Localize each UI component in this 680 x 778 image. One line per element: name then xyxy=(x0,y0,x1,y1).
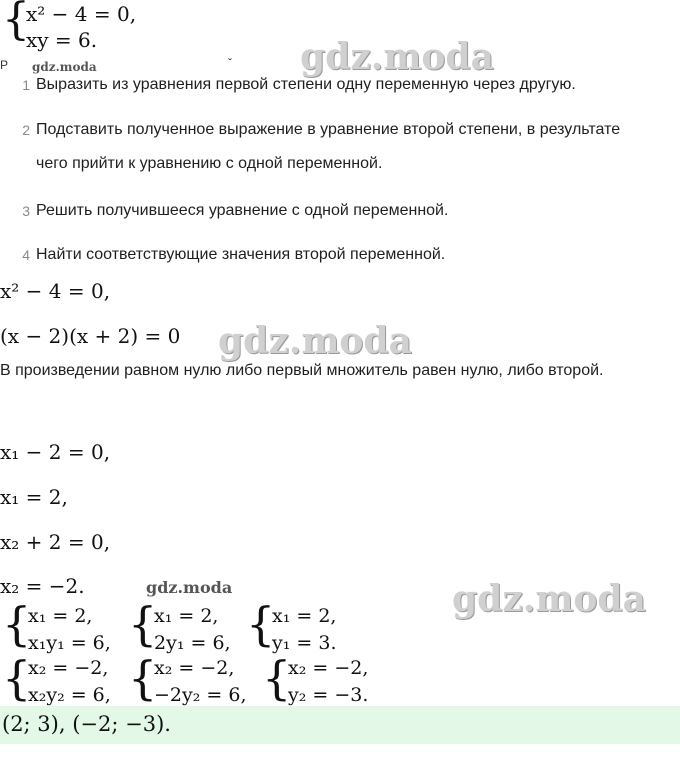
cut-off-text-fragment: ˇ xyxy=(228,56,232,70)
system-equation-1: x² − 4 = 0, xyxy=(26,2,137,26)
watermark-small: gdz.moda xyxy=(32,60,97,74)
equation-factored: (x − 2)(x + 2) = 0 xyxy=(0,324,181,348)
watermark-large: gdz.moda xyxy=(452,578,646,620)
equation-quadratic: x² − 4 = 0, xyxy=(0,279,111,303)
equation-x1-step: x₁ − 2 = 0, xyxy=(0,440,111,464)
left-brace: { xyxy=(128,651,158,705)
step-text: Подставить полученное выражение в уравнение второй степени, в результате чего прийти к уравнению с одной переменной. xyxy=(36,121,621,172)
system-line: x₂ = −2, xyxy=(288,657,369,679)
equation-x2-step: x₂ + 2 = 0, xyxy=(0,530,111,554)
step-number: 2 xyxy=(22,122,30,138)
watermark-small: gdz.moda xyxy=(146,578,233,597)
system-equation-2: xy = 6. xyxy=(26,28,98,52)
step-number: 4 xyxy=(22,247,30,263)
left-brace: { xyxy=(2,0,30,45)
system-line: x₁y₁ = 6, xyxy=(28,632,111,654)
system-line: x₁ = 2, xyxy=(28,605,93,627)
left-brace: { xyxy=(262,651,292,705)
system-line: y₁ = 3. xyxy=(272,632,337,654)
equation-x2-value: x₂ = −2. xyxy=(0,574,85,598)
left-brace: { xyxy=(128,597,158,651)
system-line: x₂y₂ = 6, xyxy=(28,684,111,706)
explanation-paragraph: В произведении равном нулю либо первый множитель равен нулю, либо второй. xyxy=(0,362,604,379)
step-text: Найти соответствующие значения второй переменной. xyxy=(36,246,446,263)
watermark-large: gdz.moda xyxy=(218,320,412,362)
system-line: x₂ = −2, xyxy=(154,657,235,679)
step-text: Решить получившееся уравнение с одной переменной. xyxy=(36,202,449,219)
left-brace: { xyxy=(2,651,32,705)
cut-off-text-fragment: Р xyxy=(0,58,9,72)
watermark-large: gdz.moda xyxy=(300,36,494,78)
system-line: y₂ = −3. xyxy=(288,684,369,706)
left-brace: { xyxy=(246,597,276,651)
step-number: 1 xyxy=(22,77,30,93)
answer-text: (2; 3), (−2; −3). xyxy=(2,712,171,736)
system-line: −2y₂ = 6, xyxy=(154,684,247,706)
system-line: x₂ = −2, xyxy=(28,657,109,679)
equation-x1-value: x₁ = 2, xyxy=(0,485,68,509)
system-line: 2y₁ = 6, xyxy=(154,632,231,654)
step-text: Выразить из уравнения первой степени одну переменную через другую. xyxy=(36,76,576,93)
system-line: x₁ = 2, xyxy=(154,605,219,627)
left-brace: { xyxy=(2,597,32,651)
step-number: 3 xyxy=(22,203,30,219)
system-line: x₁ = 2, xyxy=(272,605,337,627)
